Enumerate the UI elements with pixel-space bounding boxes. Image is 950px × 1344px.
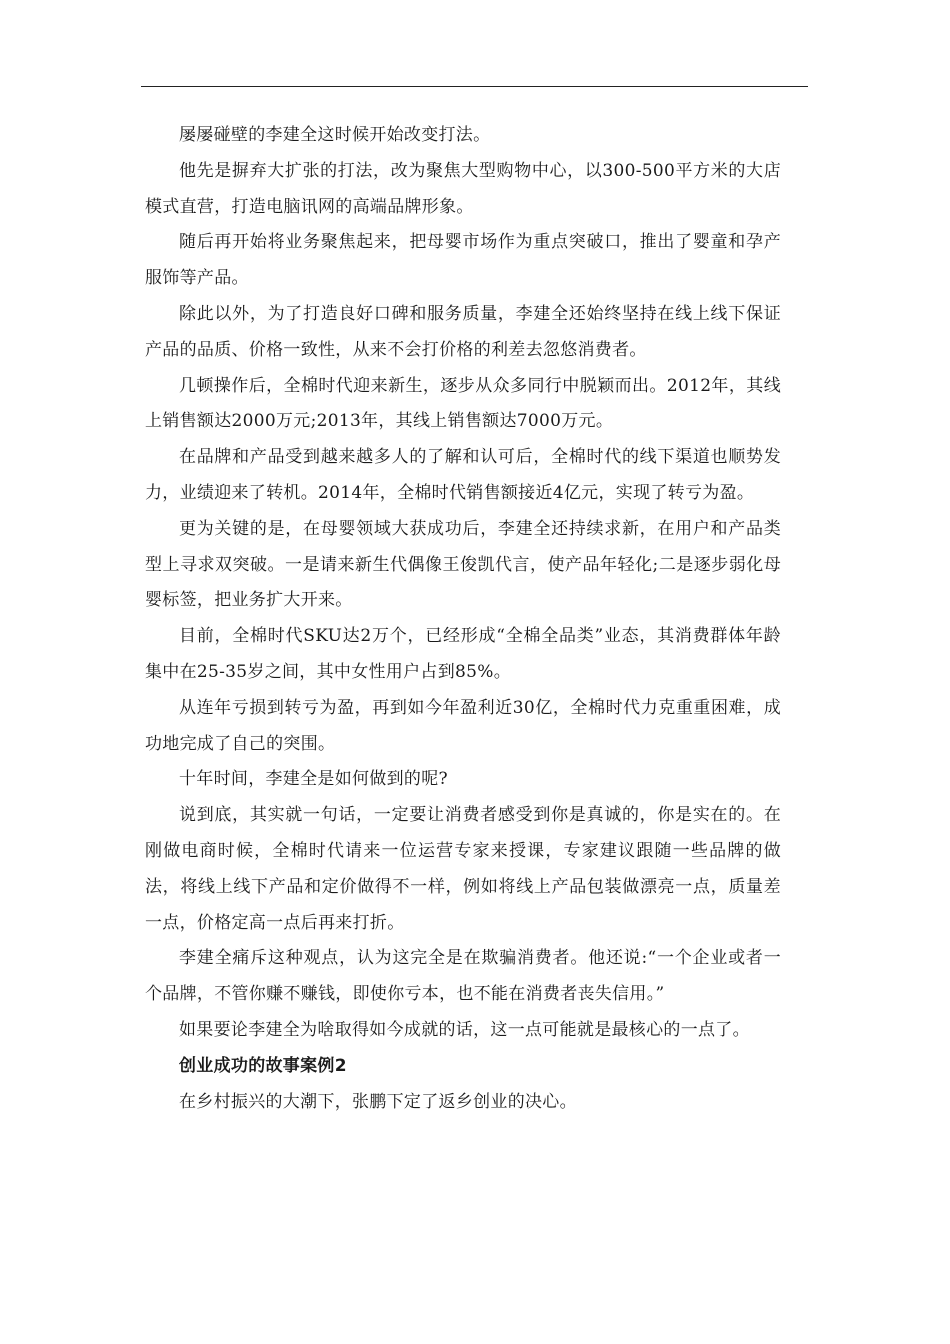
paragraph: 十年时间，李建全是如何做到的呢? bbox=[179, 769, 448, 790]
paragraph: 在乡村振兴的大潮下，张鹏下定了返乡创业的决心。 bbox=[179, 1091, 577, 1112]
paragraph: 如果要论李建全为啥取得如今成就的话，这一点可能就是最核心的一点了。 bbox=[179, 1019, 750, 1040]
paragraph: 更为关键的是，在母婴领域大获成功后，李建全还持续求新，在用户和产品类型上寻求双突破。一是请来新生代偶像王俊凯代言，使产品年轻化;二是逐步弱化母婴标签，把业务扩大开来。 bbox=[145, 518, 781, 611]
paragraph: 在品牌和产品受到越来越多人的了解和认可后，全棉时代的线下渠道也顺势发力，业绩迎来了转机。2014年，全棉时代销售额接近4亿元，实现了转亏为盈。 bbox=[145, 447, 781, 503]
paragraph: 目前，全棉时代SKU达2万个，已经形成“全棉全品类”业态，其消费群体年龄集中在25-35岁之间，其中女性用户占到85%。 bbox=[145, 626, 781, 682]
paragraph: 除此以外，为了打造良好口碑和服务质量，李建全还始终坚持在线上线下保证产品的品质、价格一致性，从来不会打价格的利差去忽悠消费者。 bbox=[145, 303, 781, 360]
paragraph: 随后再开始将业务聚焦起来，把母婴市场作为重点突破口，推出了婴童和孕产服饰等产品。 bbox=[145, 232, 781, 289]
paragraph: 说到底，其实就一句话，一定要让消费者感受到你是真诚的，你是实在的。在刚做电商时候，全棉时代请来一位运营专家来授课，专家建议跟随一些品牌的做法，将线上线下产品和定价做得不一样，例如将线上产品包装做漂亮一点，质量差一点，价格定高一点后再来打折。 bbox=[145, 805, 781, 933]
document-body bbox=[145, 118, 781, 1120]
paragraph: 李建全痛斥这种观点，认为这完全是在欺骗消费者。他还说:“一个企业或者一个品牌，不管你赚不赚钱，即使你亏本，也不能在消费者丧失信用。” bbox=[145, 948, 781, 1005]
paragraph: 屡屡碰壁的李建全这时候开始改变打法。 bbox=[179, 125, 491, 145]
paragraph: 他先是摒弃大扩张的打法，改为聚焦大型购物中心，以300-500平方米的大店模式直营，打造电脑讯网的高端品牌形象。 bbox=[145, 160, 781, 217]
paragraph: 从连年亏损到转亏为盈，再到如今年盈利近30亿，全棉时代力克重重困难，成功地完成了自己的突围。 bbox=[145, 697, 781, 754]
header-rule bbox=[141, 86, 808, 87]
section-heading: 创业成功的故事案例2 bbox=[179, 1055, 347, 1076]
paragraph: 几顿操作后，全棉时代迎来新生，逐步从众多同行中脱颖而出。2012年，其线上销售额达2000万元;2013年，其线上销售额达7000万元。 bbox=[145, 375, 781, 432]
